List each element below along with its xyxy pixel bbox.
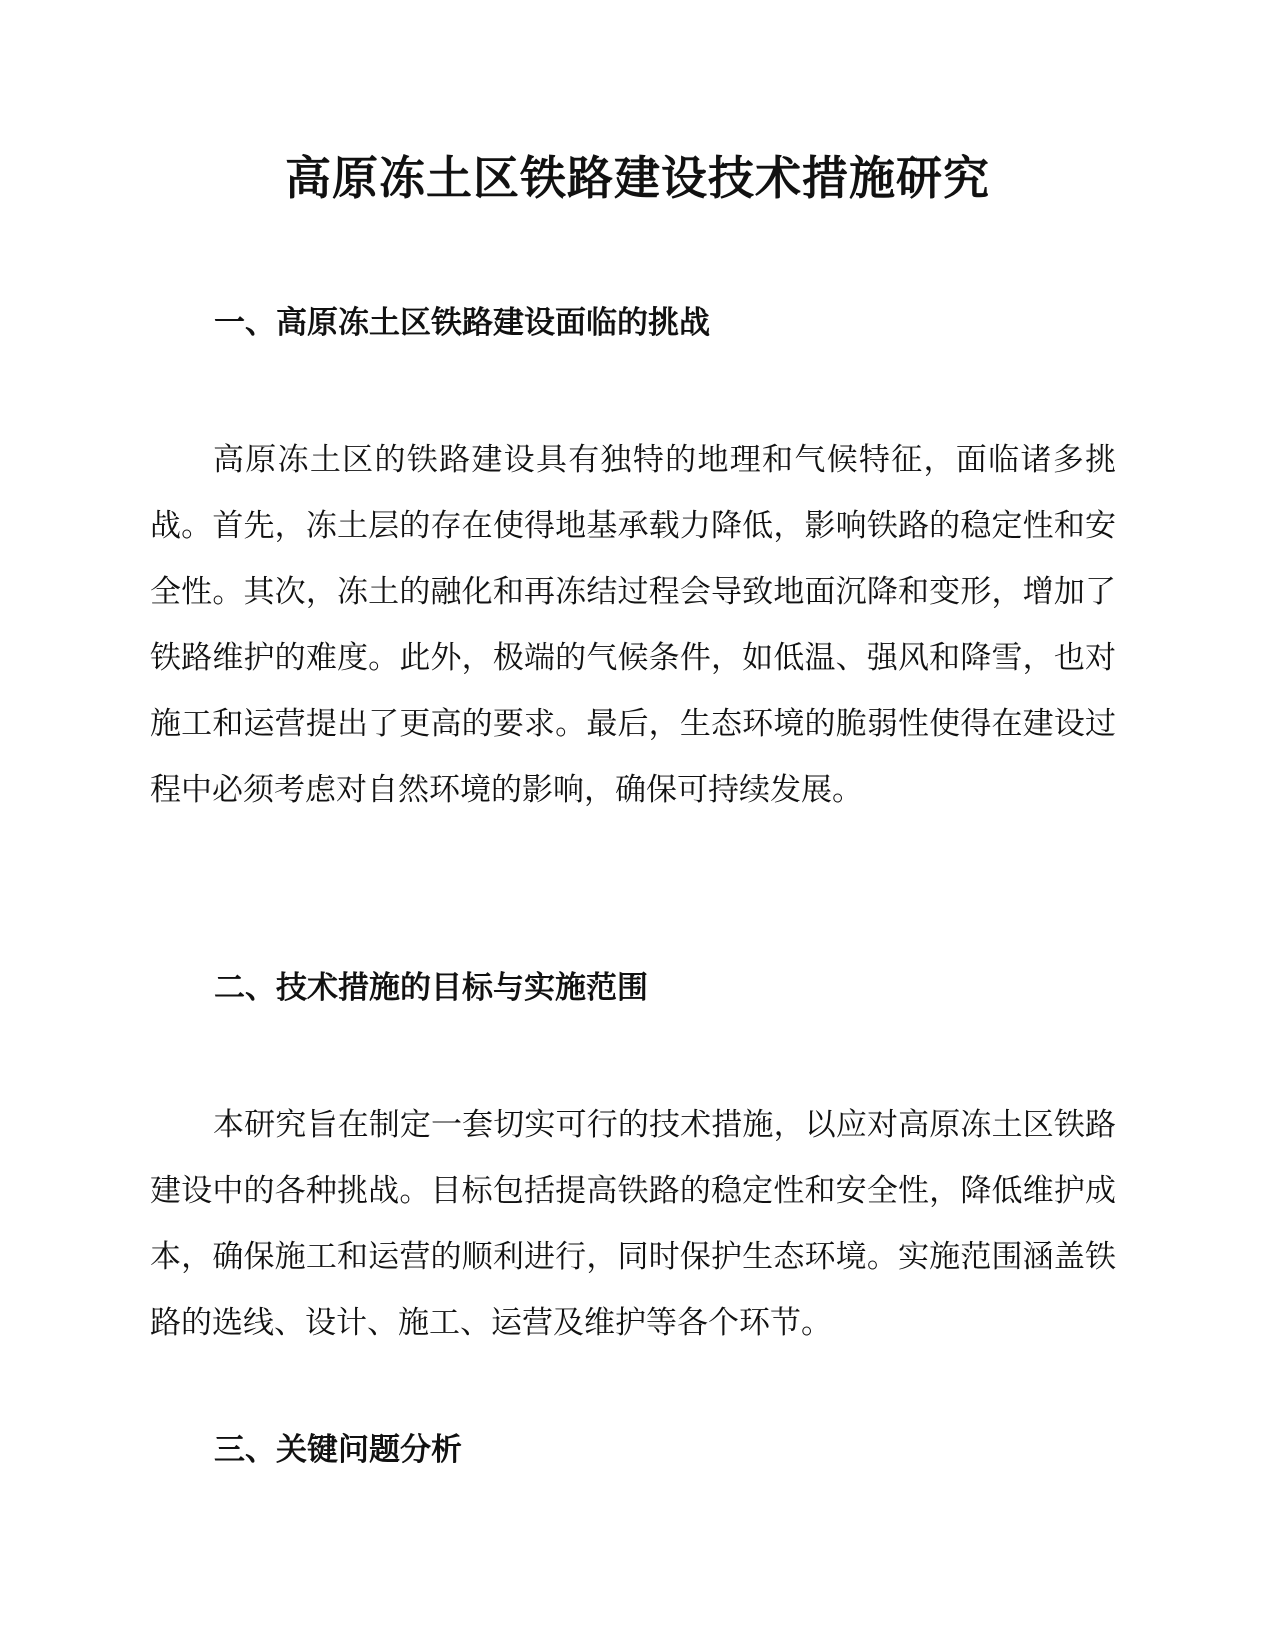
section-heading-3: 三、关键问题分析 [214,1432,462,1468]
section-paragraph-2: 本研究旨在制定一套切实可行的技术措施，以应对高原冻土区铁路建设中的各种挑战。目标包括提高铁路的稳定性和安全性，降低维护成本，确保施工和运营的顺利进行，同时保护生态环境。实施范围涵盖铁路的选线、设计、施工、运营及维护等各个环节。 [150,1107,1116,1341]
document-title: 高原冻土区铁路建设技术措施研究 [285,151,990,205]
section-heading-1: 一、高原冻土区铁路建设面临的挑战 [214,305,710,341]
section-heading-2: 二、技术措施的目标与实施范围 [214,970,648,1006]
section-paragraph-1: 高原冻土区的铁路建设具有独特的地理和气候特征，面临诸多挑战。首先，冻土层的存在使得地基承载力降低，影响铁路的稳定性和安全性。其次，冻土的融化和再冻结过程会导致地面沉降和变形，增加了铁路维护的难度。此外，极端的气候条件，如低温、强风和降雪，也对施工和运营提出了更高的要求。最后，生态环境的脆弱性使得在建设过程中必须考虑对自然环境的影响，确保可持续发展。 [150,442,1116,808]
